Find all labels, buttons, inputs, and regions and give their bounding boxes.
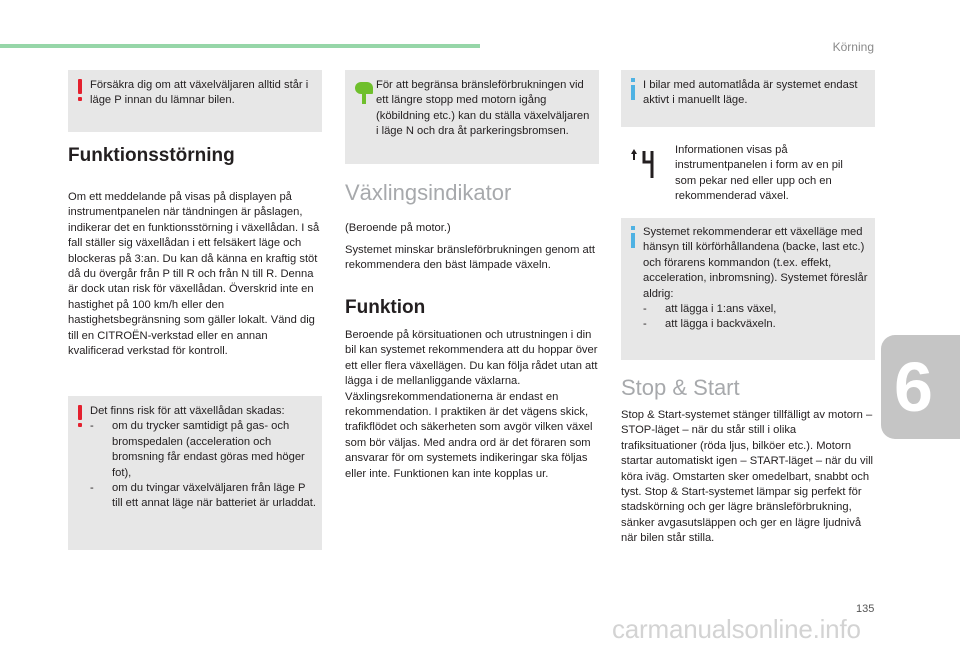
list-item: - om du tvingar växelväljaren från läge P till ett annat läge när batteriet är urladdat. bbox=[90, 481, 318, 512]
warning-box-gearbox-damage bbox=[68, 396, 322, 550]
warning-gearbox-intro: Det finns risk för att växellådan skadas: bbox=[90, 405, 285, 417]
fault-title: Funktionsstörning bbox=[68, 145, 235, 166]
info-icon bbox=[630, 226, 636, 248]
list-item: - om du trycker samtidigt på gas- och bromspedalen (acceleration och bromsning får endast göras med höger fot), bbox=[90, 419, 318, 481]
header-accent-bar bbox=[0, 44, 480, 48]
warning-box-park bbox=[68, 70, 322, 132]
fault-text: Om ett meddelande på visas på displayen på instrumentpanelen när tändningen är påslagen, indikerar det en funktionsstörning i växellådan. I så fall ställer sig växellådan i ett felsäkert läge och blockeras på 3:an. Du kan då känna en kraftig stöt då du övergår från P till R och från N till R. Denna är dock utan risk för växellådan. Överskrid inte en hastighet på 100 km/h eller den hastighetsbegränsning som gäller lokalt. Vänd dig till en CITROËN-verkstad eller en annan kvalificerad verkstad för kontroll. bbox=[68, 191, 320, 358]
function-title: Funktion bbox=[345, 297, 426, 318]
gear-intro-text: Systemet minskar bränsleförbrukningen genom att rekommendera den bäst lämpade växeln. bbox=[345, 244, 595, 272]
info-icon bbox=[630, 78, 636, 100]
chapter-number: 6 bbox=[894, 348, 933, 426]
stop-start-text: Stop & Start-systemet stänger tillfälligt av motorn – STOP-läget – när du står still i olika trafiksituationer (röda ljus, bilköer etc.). Motorn startar automatiskt igen – START-läget – när du vill köra iväg. Omstarten sker omedelbart, snabbt och tyst. Stop & Start-systemet lämpar sig perfekt för stadskörning och ger lägre bränsleförbrukning, sänker avgasutsläppen och ger en lägre ljudnivå när bilen står stilla. bbox=[621, 409, 874, 545]
info-automatic-text: I bilar med automatlåda är systemet endast aktivt i manuellt läge. bbox=[643, 79, 858, 107]
watermark: carmanualsonline.info bbox=[612, 614, 861, 644]
list-item: - att lägga i backväxeln. bbox=[643, 317, 869, 332]
eco-box bbox=[345, 70, 599, 164]
info-recommendation-intro: Systemet rekommenderar ett växelläge med hänsyn till körförhållandena (backe, last etc.) och förarens kommandon (t.ex. effekt, acceleration, inbromsning). Systemet föreslår aldrig: bbox=[643, 226, 868, 300]
warning-icon bbox=[78, 79, 83, 101]
info-box-recommendation bbox=[621, 218, 875, 360]
chapter-label: Körning bbox=[832, 40, 874, 54]
stop-start-title: Stop & Start bbox=[621, 375, 740, 400]
gear-indicator-title: Växlingsindikator bbox=[345, 180, 512, 205]
leaf-icon bbox=[355, 82, 373, 104]
info-box-automatic bbox=[621, 70, 875, 127]
eco-text: För att begränsa bränsleförbrukningen vid ett längre stopp med motorn igång (köbildning etc.) kan du ställa växelväljaren i läge N och dra åt parkeringsbromsen. bbox=[376, 79, 590, 138]
gear-shift-indicator-icon bbox=[628, 148, 662, 180]
function-text: Beroende på körsituationen och utrustningen i din bil kan systemet rekommendera att du hoppar över ett eller flera växellägen. Du kan följa rådet utan att lägga i de mellanliggande växlarna. Växlingsrekommendationerna är endast en rekommendation. I praktiken är det vägens skick, trafikflödet och säkerheten som avgör vilken växel som bör väljas. Med andra ord är det föraren som ansvarar för om systemets indikeringar ska följas eller inte. Funktionen kan inte kopplas ur. bbox=[345, 329, 598, 480]
warning-park-text: Försäkra dig om att växelväljaren alltid står i läge P innan du lämnar bilen. bbox=[90, 79, 309, 107]
warning-icon bbox=[78, 405, 83, 427]
engine-note: (Beroende på motor.) bbox=[345, 222, 451, 234]
list-item: - att lägga i 1:ans växel, bbox=[643, 302, 869, 317]
page-number: 135 bbox=[856, 603, 875, 615]
gear-icon-text: Informationen visas på instrumentpanelen i form av en pil som pekar ned eller upp och en rekommenderad växel. bbox=[675, 144, 843, 203]
